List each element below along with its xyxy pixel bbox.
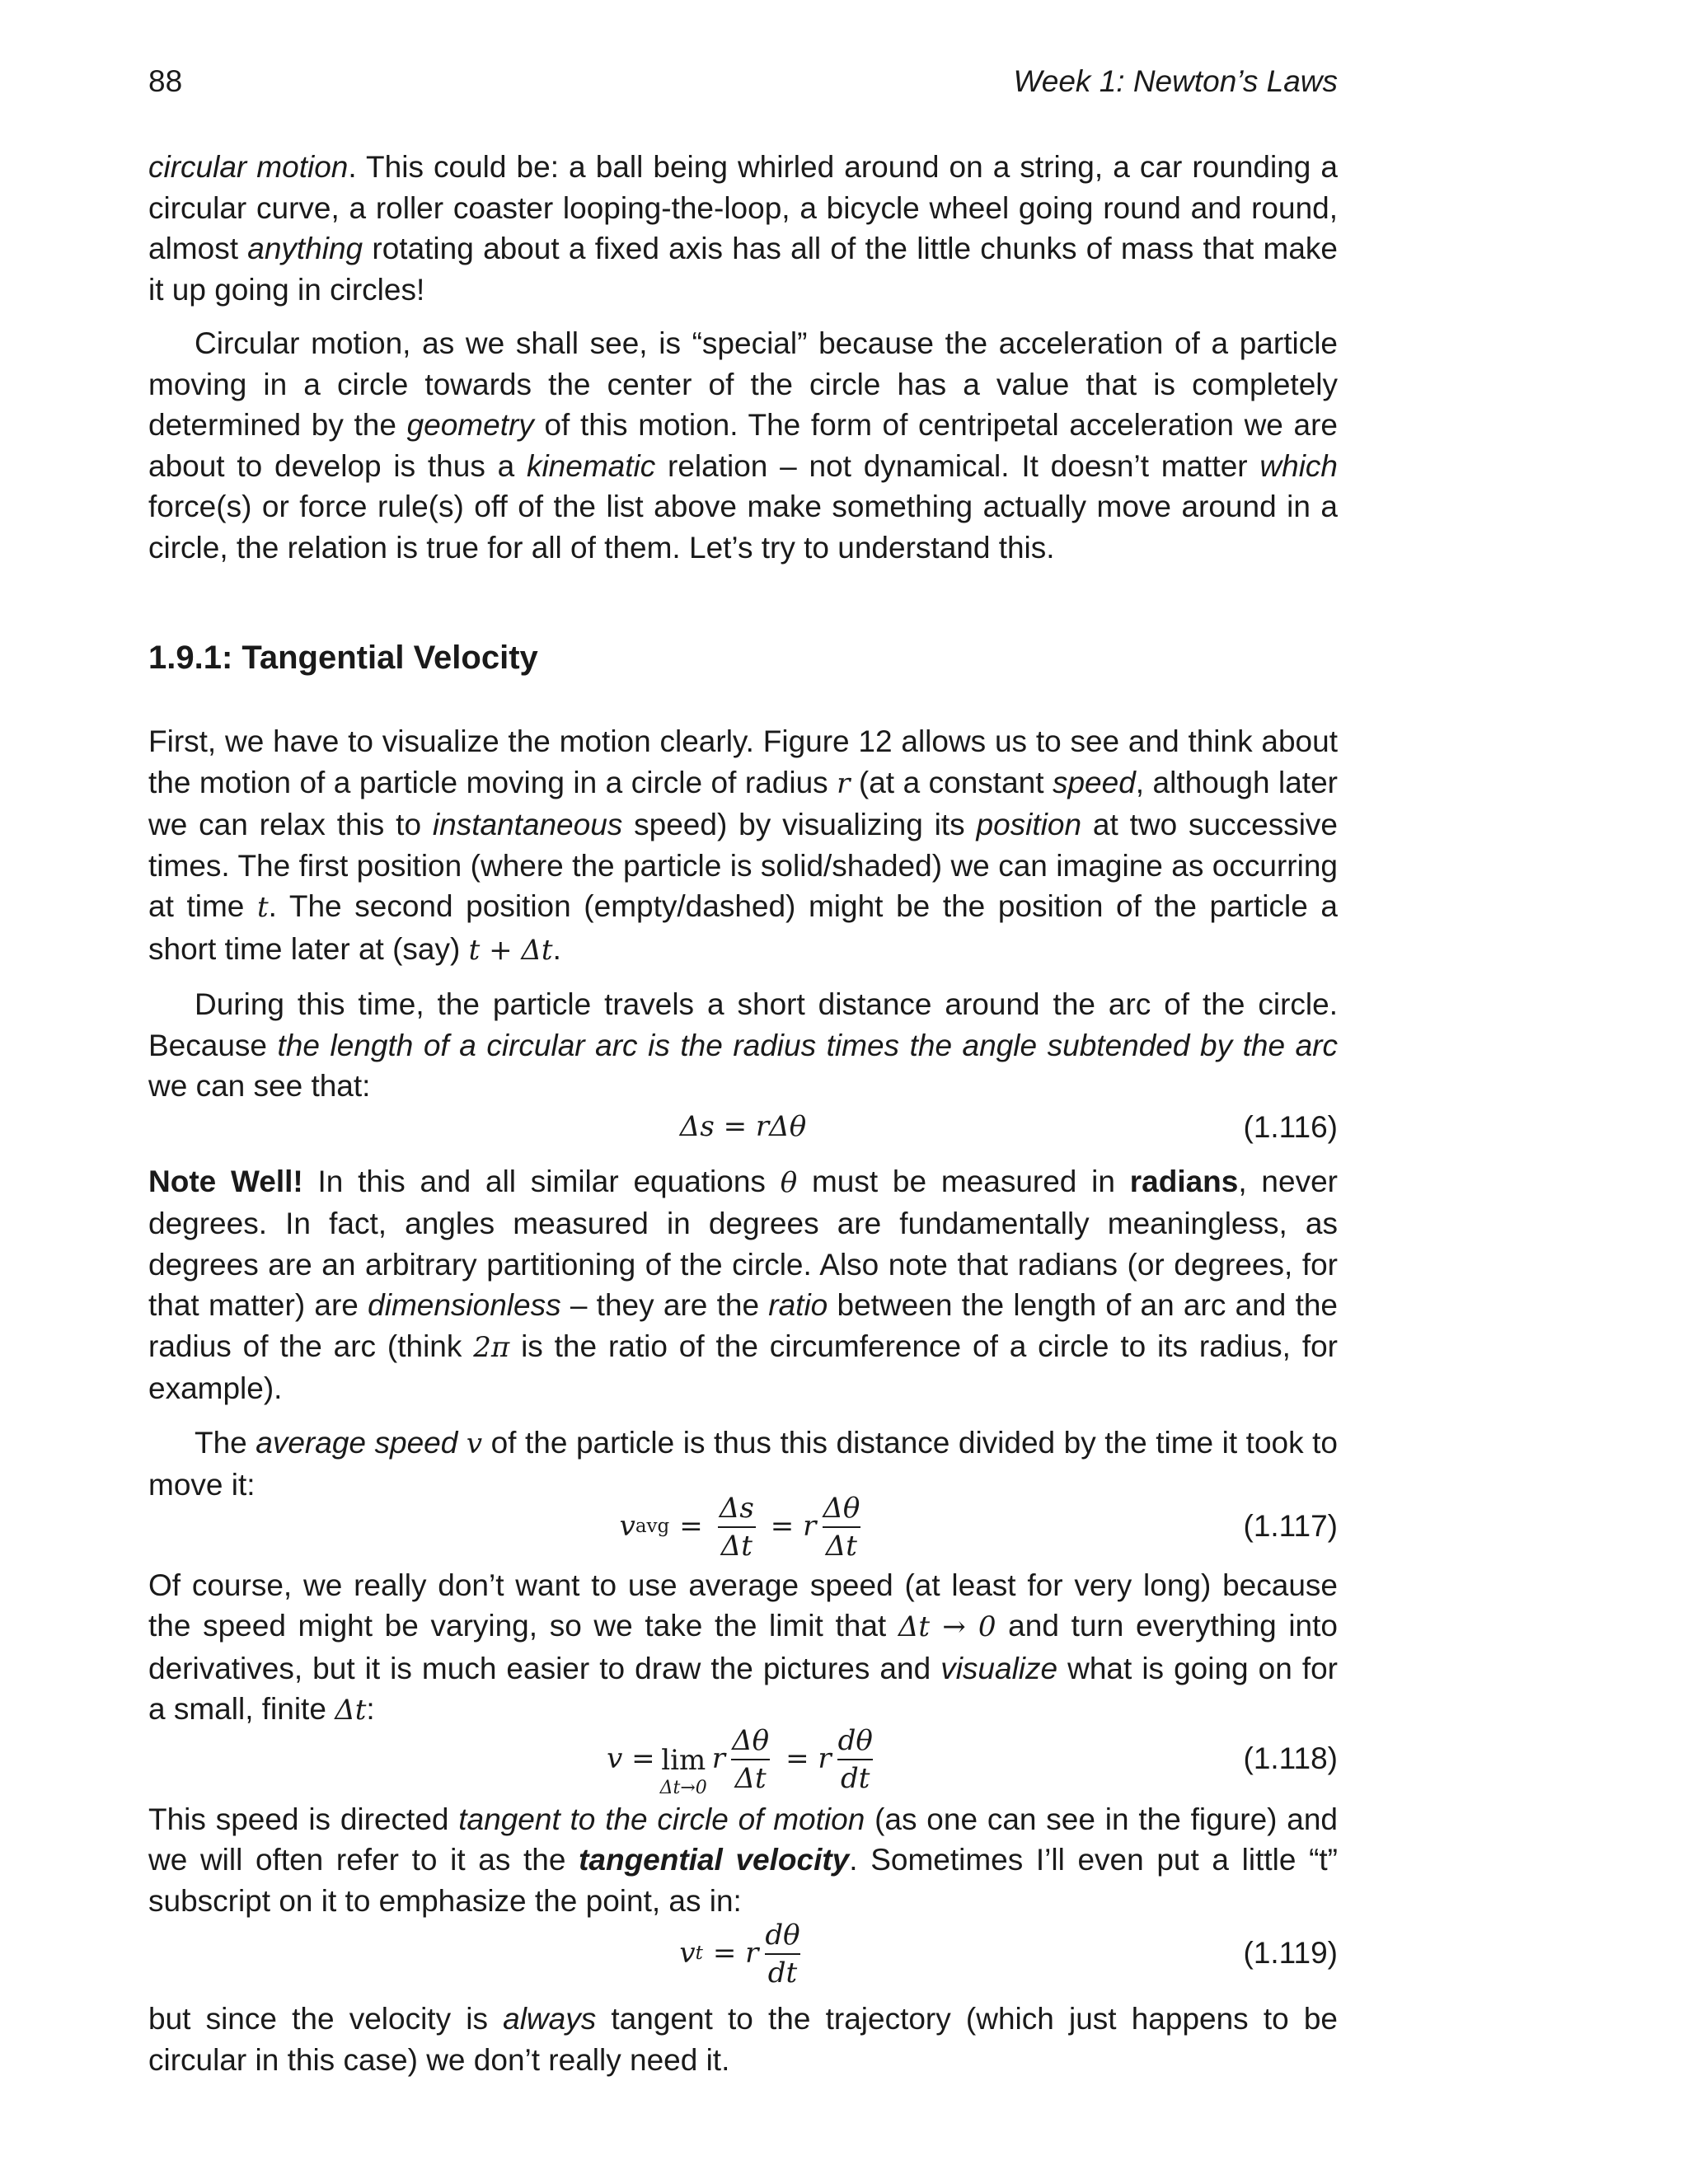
section-heading: 1.9.1: Tangential Velocity — [148, 640, 538, 676]
paragraph-closing: but since the velocity is always tangent to the trajectory (which just happens to be circular in this case) we don’t really need it. — [148, 2002, 1338, 2077]
fraction-delta-s-over-delta-t: $\frac{\Delta s}{\Delta t}$ — [716, 1490, 757, 1564]
equation-1-119: v t = r $\frac{d\theta}{dt}$ (1.119) — [679, 1919, 1338, 1990]
equation-1-117: v avg = $\frac{\Delta s}{\Delta t}$ = r $\frac{\Delta\theta}{\Delta t}$ (1.117) — [619, 1491, 1338, 1563]
fraction-d-theta-over-dt: $\frac{d\theta}{dt}$ — [765, 1919, 800, 1990]
paragraph-intro: circular motion. This could be: a ball being whirled around on a string, a car rounding a circular curve, a roller coaster looping-the-loop, a bicycle wheel going round and round, almost anything rotating about a fixed axis has all of the little chunks of mass that make it up going in circles! — [148, 150, 1338, 307]
paragraph-tangential: This speed is directed tangent to the circle of motion (as one can see in the figure) and we will often refer to it as the tangential velocity. Sometimes I’ll even put a little “t” subscript on it to emphasize the point, as in: — [148, 1802, 1339, 1918]
paragraph-visualize: First, we have to visualize the motion clearly. Figure 12 allows us to see and think about the motion of a particle moving in a circle of radius r (at a constant speed, although later we can relax this to instantaneous speed) by visualizing its position at two successive times. The first position (where the particle is solid/shaded) we can imagine as occurring at time t. The second position (empty/dashed) might be the position of the particle a short time later at (say) t + Δt. — [148, 724, 1338, 967]
fraction-delta-theta-over-delta-t: $\frac{\Delta\theta}{\Delta t}$ — [823, 1491, 860, 1563]
limit-operator: lim Δt→0 — [659, 1743, 707, 1798]
paragraph-limit: Of course, we really don’t want to use average speed (at least for very long) because the speed might be varying, so we take the limit that Δt → 0 and turn everything into derivatives, but it is much easier to draw the pictures and visualize what is going on for a small, finite Δt: — [148, 1568, 1338, 1727]
equation-1-116 — [148, 1107, 1338, 1148]
paragraph-circular-motion: Circular motion, as we shall see, is “special” because the acceleration of a particle moving in a circle towards the center of the circle has a value that is completely determined by the geometry of this motion. The form of centripetal acceleration we are about to develop is thus a kinematic relation – not dynamical. It doesn’t matter which force(s) or force rule(s) off of the list above make something actually move around in a circle, the relation is true for all of them. Let’s try to understand this. — [148, 326, 1338, 565]
equation-number: (1.119) — [1243, 1936, 1338, 1970]
fraction-delta-theta-over-delta-t: $\frac{\Delta\theta}{\Delta t}$ — [732, 1723, 770, 1795]
running-header-title: Week 1: Newton’s Laws — [1013, 64, 1338, 98]
page-body — [148, 147, 1338, 2080]
fraction-d-theta-over-dt: $\frac{d\theta}{dt}$ — [837, 1723, 873, 1795]
paragraph-average-speed: The average speed v of the particle is thus this distance divided by the time it took to move it: — [148, 1425, 1338, 1502]
equation-1-118: v = lim Δt→0 r $\frac{\Delta\theta}{\Delta t}$ = r $\frac{d\theta}{dt}$ (1.118) — [607, 1723, 1338, 1798]
paragraph-arc: During this time, the particle travels a short distance around the arc of the circle. Because the length of a circular arc is the radius times the angle subtended by the arc we can see that: — [148, 987, 1338, 1103]
equation-number: (1.118) — [1243, 1741, 1338, 1775]
equation-number: (1.117) — [1243, 1508, 1338, 1543]
equation-number: (1.116) — [1243, 1109, 1338, 1144]
equation-expression: Δs = rΔθ — [679, 1109, 807, 1143]
paragraph-note-well: Note Well! In this and all similar equations θ must be measured in radians, never degrees. In fact, angles measured in degrees are fundamentally meaningless, as degrees are an arbitrary partitioning of the circle. Also note that radians (or degrees, for that matter) are dimensionless – they are the ratio between the length of an arc and the radius of the arc (think 2π is the ratio of the circumference of a circle to its radius, for example). — [148, 1164, 1339, 1405]
page-number: 88 — [148, 64, 183, 98]
